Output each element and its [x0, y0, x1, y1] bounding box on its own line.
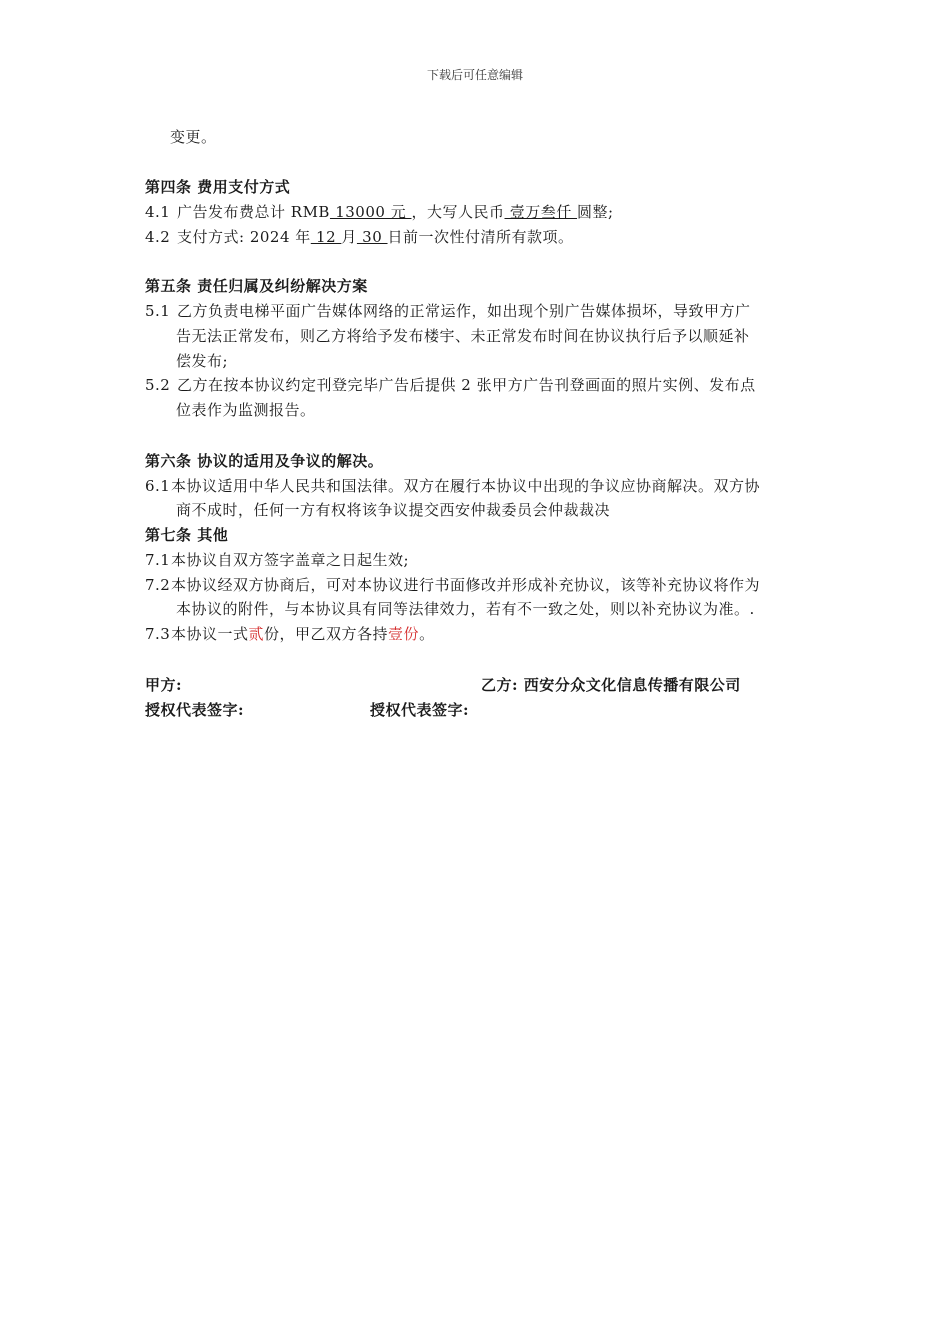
- party-a-rep-signature: 授权代表签字:: [145, 701, 245, 719]
- clause-text: 乙方负责电梯平面广告媒体网络的正常运作，如出现个别广告媒体损坏，导致甲方广: [177, 302, 751, 320]
- clause-text: 。: [419, 625, 435, 643]
- clause-number: 7.3: [145, 625, 171, 643]
- clause-5-1-line-3: 偿发布;: [176, 352, 229, 370]
- amount-words: 壹万叁仟: [504, 203, 578, 221]
- clause-number: 4.2: [145, 228, 171, 246]
- article-7-title: 第七条 其他: [145, 526, 229, 544]
- party-b-rep-signature: 授权代表签字:: [370, 701, 470, 719]
- clause-text: 月: [341, 228, 357, 246]
- party-b-label: 乙方: 西安分众文化信息传播有限公司: [481, 676, 741, 694]
- clause-text: 乙方在按本协议约定刊登完毕广告后提供 2 张甲方广告刊登画面的照片实例、发布点: [177, 376, 756, 394]
- header-note: 下载后可任意编辑: [426, 68, 523, 82]
- copies-count: 贰: [248, 625, 265, 643]
- article-4-title: 第四条 费用支付方式: [145, 178, 291, 196]
- party-a-label: 甲方:: [145, 676, 183, 694]
- clause-text: 本协议一式: [171, 625, 249, 643]
- clause-text: 份，甲乙双方各持: [264, 625, 389, 643]
- clause-text: 本协议经双方协商后，可对本协议进行书面修改并形成补充协议，该等补充协议将作为: [171, 576, 761, 594]
- clause-4-1: [145, 202, 614, 222]
- clause-4-2: [145, 227, 574, 247]
- clause-7-2: [145, 575, 760, 595]
- clause-number: 5.1: [145, 302, 171, 320]
- clause-7-3: [145, 624, 435, 644]
- clause-5-1-line-2: 告无法正常发布，则乙方将给予发布楼宇、未正常发布时间在协议执行后予以顺延补: [176, 327, 750, 345]
- clause-text: ，大写人民币: [411, 203, 505, 221]
- clause-7-1: [145, 550, 409, 570]
- clause-text: 支付方式: 2024 年: [177, 228, 311, 246]
- clause-text: 日前一次性付清所有款项。: [387, 228, 574, 246]
- article-5-title: 第五条 责任归属及纠纷解决方案: [145, 277, 368, 295]
- clause-number: 7.2: [145, 576, 171, 594]
- clause-5-1: [145, 301, 751, 321]
- clause-5-2: [145, 375, 756, 395]
- clause-6-1: [145, 476, 760, 496]
- copies-each: 壹份: [388, 625, 420, 643]
- amount-figure: 13000 元: [329, 203, 412, 221]
- clause-text: 本协议自双方签字盖章之日起生效;: [171, 551, 410, 569]
- continuation-text: 变更。: [170, 128, 217, 146]
- clause-number: 6.1: [145, 477, 171, 495]
- clause-text: 广告发布费总计 RMB: [177, 203, 330, 221]
- clause-number: 5.2: [145, 376, 171, 394]
- payment-month: 12: [310, 228, 342, 246]
- clause-text: 本协议适用中华人民共和国法律。双方在履行本协议中出现的争议应协商解决。双方协: [171, 477, 761, 495]
- clause-number: 7.1: [145, 551, 171, 569]
- clause-number: 4.1: [145, 203, 171, 221]
- clause-5-2-line-2: 位表作为监测报告。: [176, 401, 316, 419]
- clause-7-2-line-2: 本协议的附件，与本协议具有同等法律效力，若有不一致之处，则以补充协议为准。.: [176, 600, 755, 618]
- article-6-title: 第六条 协议的适用及争议的解决。: [145, 452, 384, 470]
- payment-day: 30: [356, 228, 388, 246]
- clause-6-1-line-2: 商不成时，任何一方有权将该争议提交西安仲裁委员会仲裁裁决: [176, 501, 611, 519]
- clause-text: 圆整;: [577, 203, 614, 221]
